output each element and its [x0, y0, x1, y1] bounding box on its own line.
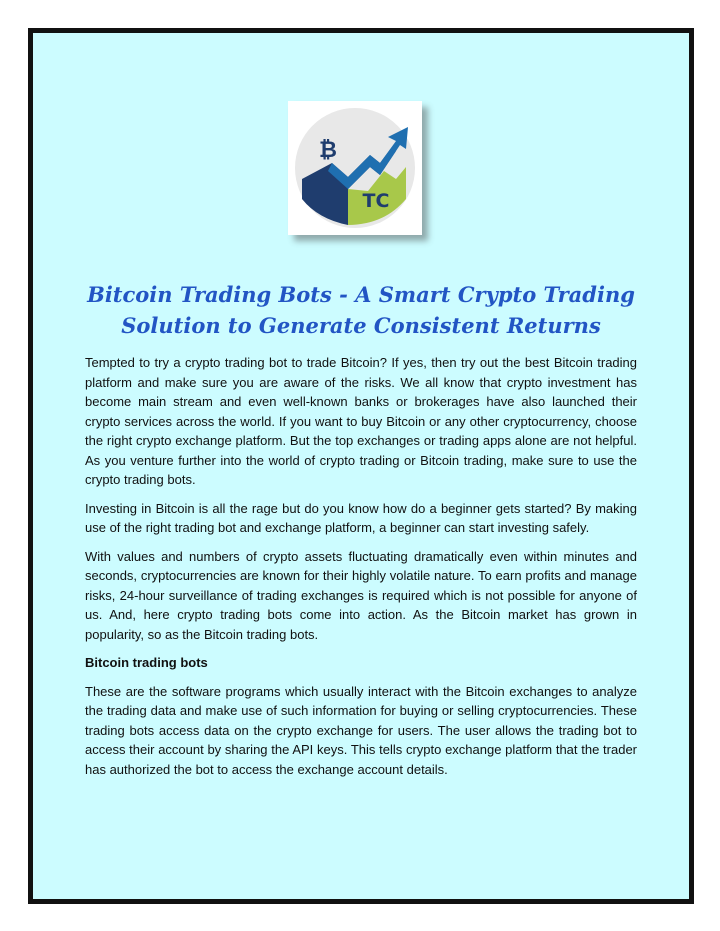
paragraph: With values and numbers of crypto assets fluctuating dramatically even within minutes and seconds, cryptocurrencies are known for their highly volatile nature. To earn profits and manage risks, 24-hour surveillance of trading exchanges is required which is not possible for anyone of us. And, here crypto trading bots come into action. As the Bitcoin market has grown in popularity, so as the Bitcoin trading bots.: [85, 548, 637, 642]
paragraph: These are the software programs which usually interact with the Bitcoin exchanges to analyze the trading data and make use of such information for buying or selling cryptocurrencies. These trading bots access data on the crypto exchange for users. The user allows the trading bot to access their account by sharing the API keys. This tells crypto exchange platform that the trader has authorized the bot to access the exchange account details.: [85, 683, 637, 777]
paragraph: Tempted to try a crypto trading bot to trade Bitcoin? If yes, then try out the best Bitcoin trading platform and make sure you are aware of the risks. We all know that crypto investment has become main stream and even well-known banks or brokerages have also launched their crypto services across the world. If you want to buy Bitcoin or any other cryptocurrency, choose the right crypto exchange platform. But the top exchanges or trading apps alone are not helpful. As you venture further into the world of crypto trading or Bitcoin trading, make sure to use the crypto trading bots.: [85, 355, 637, 487]
article-body: [85, 353, 637, 788]
title-line-1: Bitcoin Trading Bots - A Smart Crypto Trading: [87, 282, 635, 307]
section-heading: Bitcoin trading bots: [85, 655, 208, 670]
document-title: [33, 279, 689, 341]
logo-initials: TC: [362, 190, 390, 212]
title-line-2: Solution to Generate Consistent Returns: [121, 313, 601, 338]
logo-bitcoin-symbol: ₿: [319, 138, 337, 163]
paragraph: Investing in Bitcoin is all the rage but do you know how do a beginner gets started? By making use of the right trading bot and exchange platform, a beginner can start investing safely.: [85, 500, 637, 535]
document-page: [28, 28, 694, 904]
bitcoin-trading-chart-logo-icon: [288, 101, 422, 235]
logo-card: [288, 101, 422, 235]
